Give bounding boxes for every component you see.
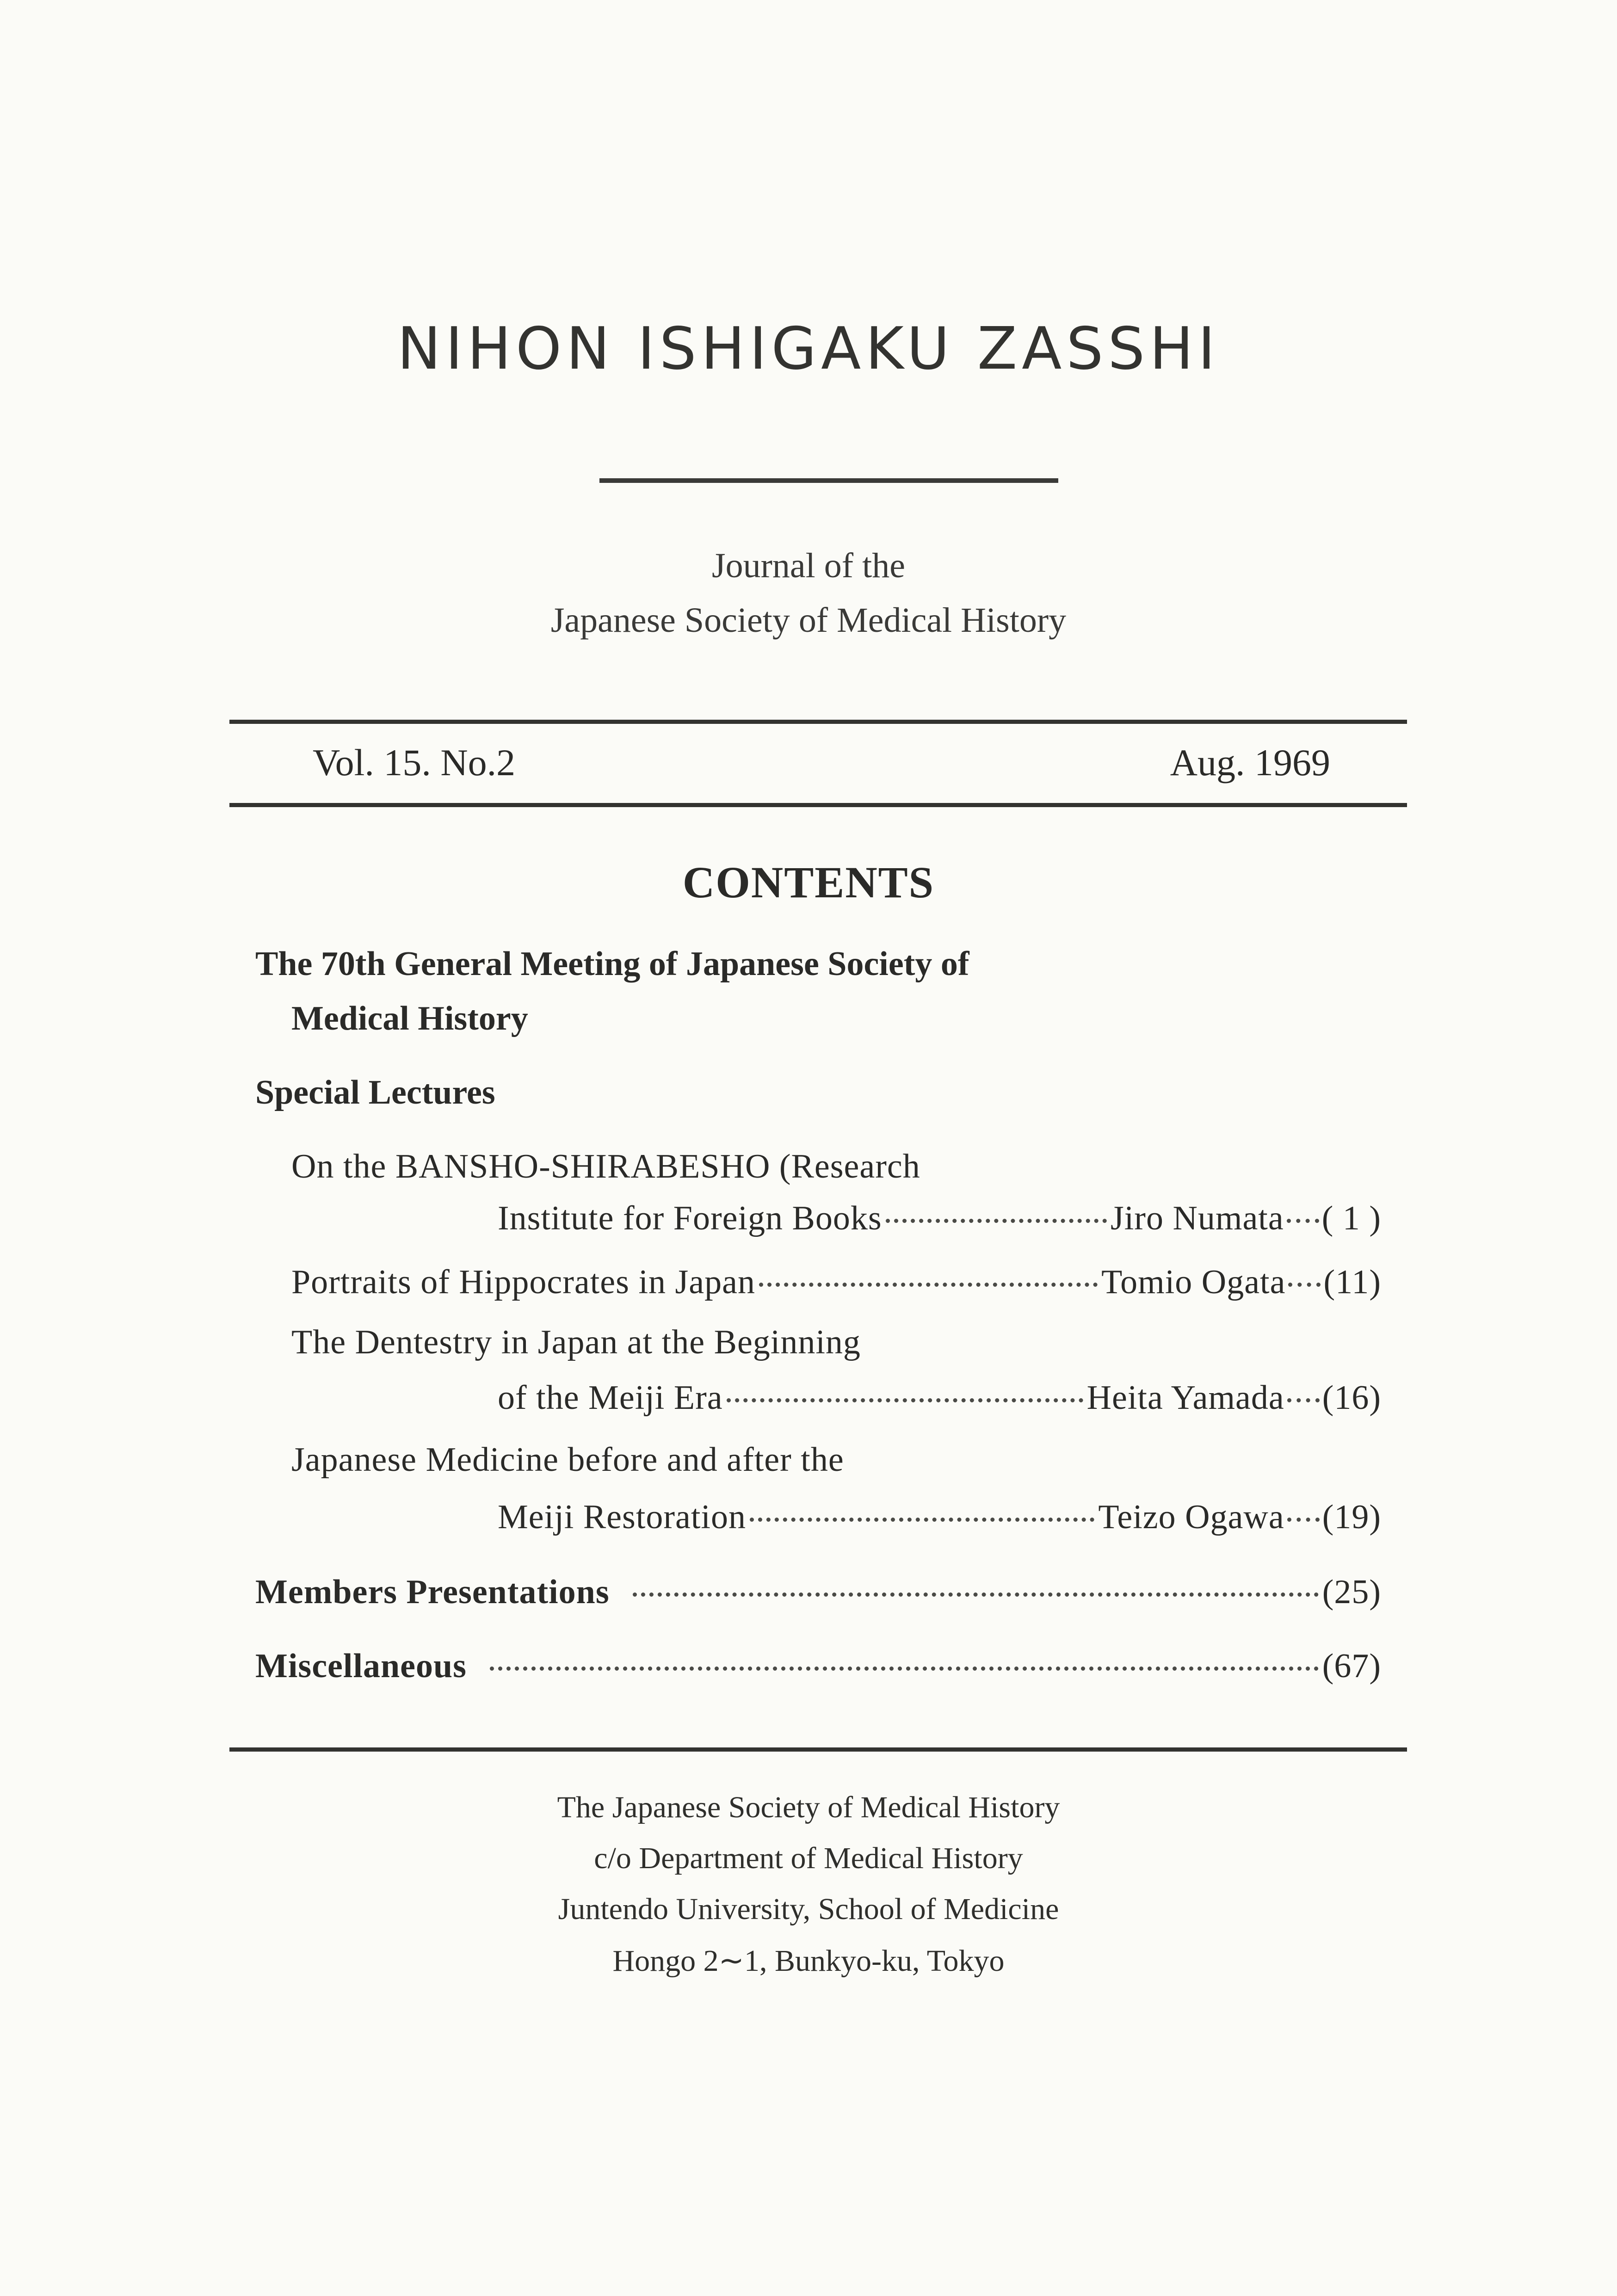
lecture-3-page: (16) — [1322, 1379, 1381, 1417]
miscellaneous-label: Miscellaneous — [255, 1647, 467, 1685]
lecture-3-entry — [498, 1378, 1381, 1418]
footer-rule — [229, 1747, 1407, 1752]
leader-dots — [490, 1666, 1319, 1671]
subtitle-line-2: Japanese Society of Medical History — [550, 601, 1067, 640]
leader-dots — [1287, 1518, 1320, 1522]
lecture-1-author: Jiro Numata — [1110, 1199, 1284, 1237]
lecture-1-title-line-1: On the BANSHO-SHIRABESHO (Research — [291, 1148, 920, 1185]
leader-dots — [886, 1219, 1107, 1223]
issue-rule-top — [229, 720, 1407, 724]
leader-dots — [633, 1592, 1319, 1597]
subtitle-line-1: Journal of the — [712, 546, 905, 585]
issue-date: Aug. 1969 — [1170, 741, 1330, 784]
lecture-4-entry — [498, 1498, 1381, 1537]
lecture-2-entry — [291, 1263, 1381, 1302]
lecture-2-author: Tomio Ogata — [1101, 1263, 1286, 1301]
lecture-4-title-line-1: Japanese Medicine before and after the — [291, 1441, 844, 1479]
general-meeting-line-2: Medical History — [291, 1000, 528, 1037]
lecture-4-author: Teizo Ogawa — [1098, 1498, 1284, 1536]
general-meeting-line-1: The 70th General Meeting of Japanese Society of — [255, 945, 969, 983]
members-presentations-label: Members Presentations — [255, 1573, 610, 1611]
members-presentations-entry — [255, 1573, 1381, 1612]
lecture-2-title: Portraits of Hippocrates in Japan — [291, 1263, 755, 1301]
lecture-1-entry — [498, 1199, 1381, 1238]
lecture-3-title-line-1: The Dentestry in Japan at the Beginning — [291, 1323, 861, 1361]
lecture-1-title-line-2: Institute for Foreign Books — [498, 1199, 882, 1237]
leader-dots — [1288, 1283, 1321, 1287]
journal-masthead: NIHON ISHIGAKU ZASSHI — [397, 315, 1220, 383]
lecture-4-title-line-2: Meiji Restoration — [498, 1498, 746, 1536]
lecture-2-page: (11) — [1323, 1263, 1381, 1301]
lecture-3-author: Heita Yamada — [1086, 1379, 1284, 1417]
lecture-4-page: (19) — [1322, 1498, 1381, 1536]
miscellaneous-page: (67) — [1322, 1647, 1381, 1685]
issue-rule-bottom — [229, 803, 1407, 807]
lecture-1-page: ( 1 ) — [1321, 1199, 1381, 1237]
members-presentations-page: (25) — [1322, 1573, 1381, 1611]
leader-dots — [759, 1283, 1098, 1287]
miscellaneous-entry — [255, 1647, 1381, 1686]
issue-volume: Vol. 15. No.2 — [313, 741, 516, 784]
leader-dots — [727, 1398, 1083, 1402]
special-lectures-heading: Special Lectures — [255, 1074, 495, 1111]
masthead-rule — [599, 478, 1058, 483]
leader-dots — [1287, 1398, 1320, 1402]
leader-dots — [750, 1518, 1094, 1522]
leader-dots — [1287, 1219, 1319, 1223]
contents-heading: CONTENTS — [682, 858, 935, 907]
lecture-3-title-line-2: of the Meiji Era — [498, 1379, 723, 1417]
footer-line-3: Juntendo University, School of Medicine — [558, 1892, 1059, 1926]
footer-line-1: The Japanese Society of Medical History — [557, 1790, 1060, 1824]
footer-line-4: Hongo 2∼1, Bunkyo-ku, Tokyo — [612, 1944, 1005, 1978]
footer-line-2: c/o Department of Medical History — [594, 1841, 1023, 1875]
